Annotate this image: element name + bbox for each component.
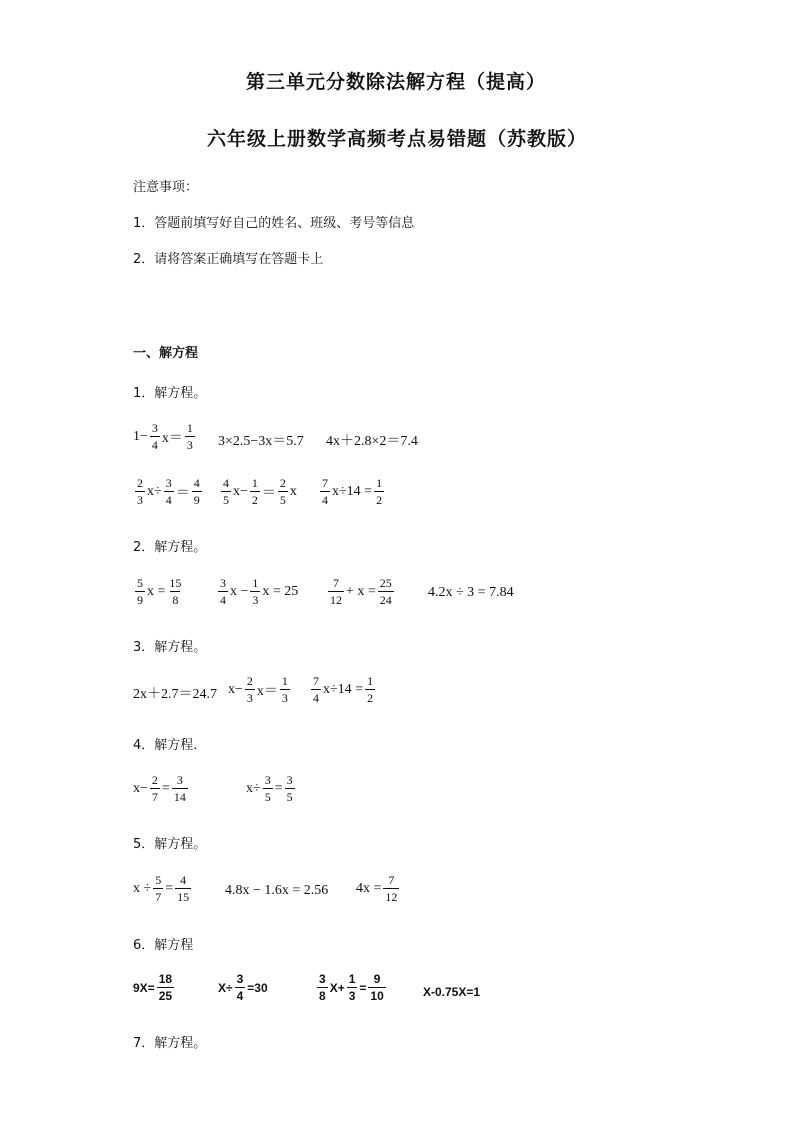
q2-equation-4: 4.2x ÷ 3 = 7.84: [428, 585, 514, 600]
q2-equation-3: 7 12 + x = $\frac{25}{24}$: [330, 576, 392, 607]
fraction: $\frac{2}{3}$: [246, 674, 253, 705]
q1-equation-5: 4 5 x− $\frac{1}{2}$ ＝ 2 5 x: [223, 476, 297, 507]
fraction: $\frac{3}{4}$: [151, 421, 158, 452]
fraction: $\frac{7}{12}$: [385, 873, 398, 904]
question-4-label: 4．解方程．: [133, 738, 207, 753]
q5-equation-2: 4.8x − 1.6x = 2.56: [225, 883, 329, 898]
fraction: 3 4: [220, 576, 226, 607]
fraction: $\frac{3}{14}$: [173, 773, 186, 804]
q1-equation-6: 7 4 x÷14 = $\frac{1}{2}$: [322, 476, 383, 507]
fraction: 5 9: [137, 576, 143, 607]
fraction: 4 9: [193, 476, 200, 507]
question-3-label: 3．解方程。: [133, 640, 207, 655]
fraction: $\frac{1}{2}$: [376, 476, 383, 507]
fraction: $\frac{1}{2}$: [367, 674, 374, 705]
fraction: 7 4: [322, 476, 328, 507]
fraction: $\frac{2}{7}$: [151, 773, 158, 804]
q1-equation-1: 1− $\frac{3}{4}$ x＝ 1 3: [133, 421, 193, 452]
q6-equation-4: X-0.75X=1: [423, 985, 481, 999]
fraction: 1 3: [186, 421, 193, 452]
q1-equation-2: 3×2.5−3x＝5.7: [218, 434, 304, 449]
q6-equation-3: 3 8 X+ $\frac{1}{3}$ = $\frac{9}{10}$: [319, 972, 384, 1003]
question-1-label: 1．解方程。: [133, 386, 207, 401]
notice-heading: 注意事项：: [133, 180, 199, 195]
fraction: $\frac{3}{5}$: [286, 773, 293, 804]
q4-equation-1: x− $\frac{2}{7}$ = $\frac{3}{14}$: [133, 773, 186, 804]
fraction: $\frac{3}{4}$: [165, 476, 172, 507]
document-subtitle: 六年级上册数学高频考点易错题（苏教版）: [207, 128, 588, 150]
q1-equation-4: 2 3 x÷ $\frac{3}{4}$ ＝ 4 9: [137, 476, 200, 507]
question-5-label: 5．解方程。: [133, 837, 207, 852]
fraction: $\frac{25}{24}$: [379, 576, 392, 607]
question-2-label: 2．解方程。: [133, 540, 207, 555]
question-6-label: 6．解方程: [133, 938, 194, 953]
fraction: 1 3: [281, 674, 288, 705]
fraction: $\frac{3}{5}$: [264, 773, 271, 804]
fraction: 7 4: [313, 674, 319, 705]
fraction: $\frac{9}{10}$: [370, 972, 384, 1003]
fraction: 4 5: [223, 476, 229, 507]
q5-equation-3: 4x = $\frac{7}{12}$: [356, 873, 398, 904]
q6-equation-2: X÷ $\frac{3}{4}$ =30: [218, 972, 268, 1003]
notice-item-1: 1．答题前填写好自己的姓名、班级、考号等信息: [133, 216, 415, 231]
q6-equation-1: 9X= $\frac{18}{25}$: [133, 972, 173, 1003]
fraction: 7 12: [330, 576, 342, 607]
fraction: $\frac{18}{25}$: [158, 972, 173, 1003]
document-title: 第三单元分数除法解方程（提高）: [246, 71, 547, 93]
section-heading: 一、解方程: [133, 346, 199, 361]
fraction: $\frac{15}{8}$: [169, 576, 182, 607]
fraction: $\frac{1}{3}$: [348, 972, 356, 1003]
fraction: 2 5: [279, 476, 286, 507]
q2-equation-2: 3 4 x − $\frac{1}{3}$ x = 25: [220, 576, 299, 607]
q5-equation-1: x ÷ $\frac{5}{7}$ = $\frac{4}{15}$: [133, 873, 190, 904]
q3-equation-1: 2x＋2.7＝24.7: [133, 687, 217, 702]
notice-item-2: 2．请将答案正确填写在答题卡上: [133, 252, 324, 267]
q1-equation-3: 4x＋2.8×2＝7.4: [326, 434, 418, 449]
fraction: 2 3: [137, 476, 143, 507]
q4-equation-2: x÷ $\frac{3}{5}$ = $\frac{3}{5}$: [246, 773, 293, 804]
fraction: $\frac{5}{7}$: [155, 873, 162, 904]
fraction: 3 8: [319, 972, 326, 1003]
fraction: $\frac{3}{4}$: [236, 972, 244, 1003]
question-7-label: 7．解方程。: [133, 1036, 207, 1051]
q2-equation-1: 5 9 x = $\frac{15}{8}$: [137, 576, 182, 607]
fraction: $\frac{1}{2}$: [251, 476, 258, 507]
q3-equation-2: x− $\frac{2}{3}$ x＝ 1 3: [228, 674, 288, 705]
q3-equation-3: 7 4 x÷14 = $\frac{1}{2}$: [313, 674, 374, 705]
fraction: $\frac{4}{15}$: [177, 873, 190, 904]
fraction: $\frac{1}{3}$: [252, 576, 259, 607]
